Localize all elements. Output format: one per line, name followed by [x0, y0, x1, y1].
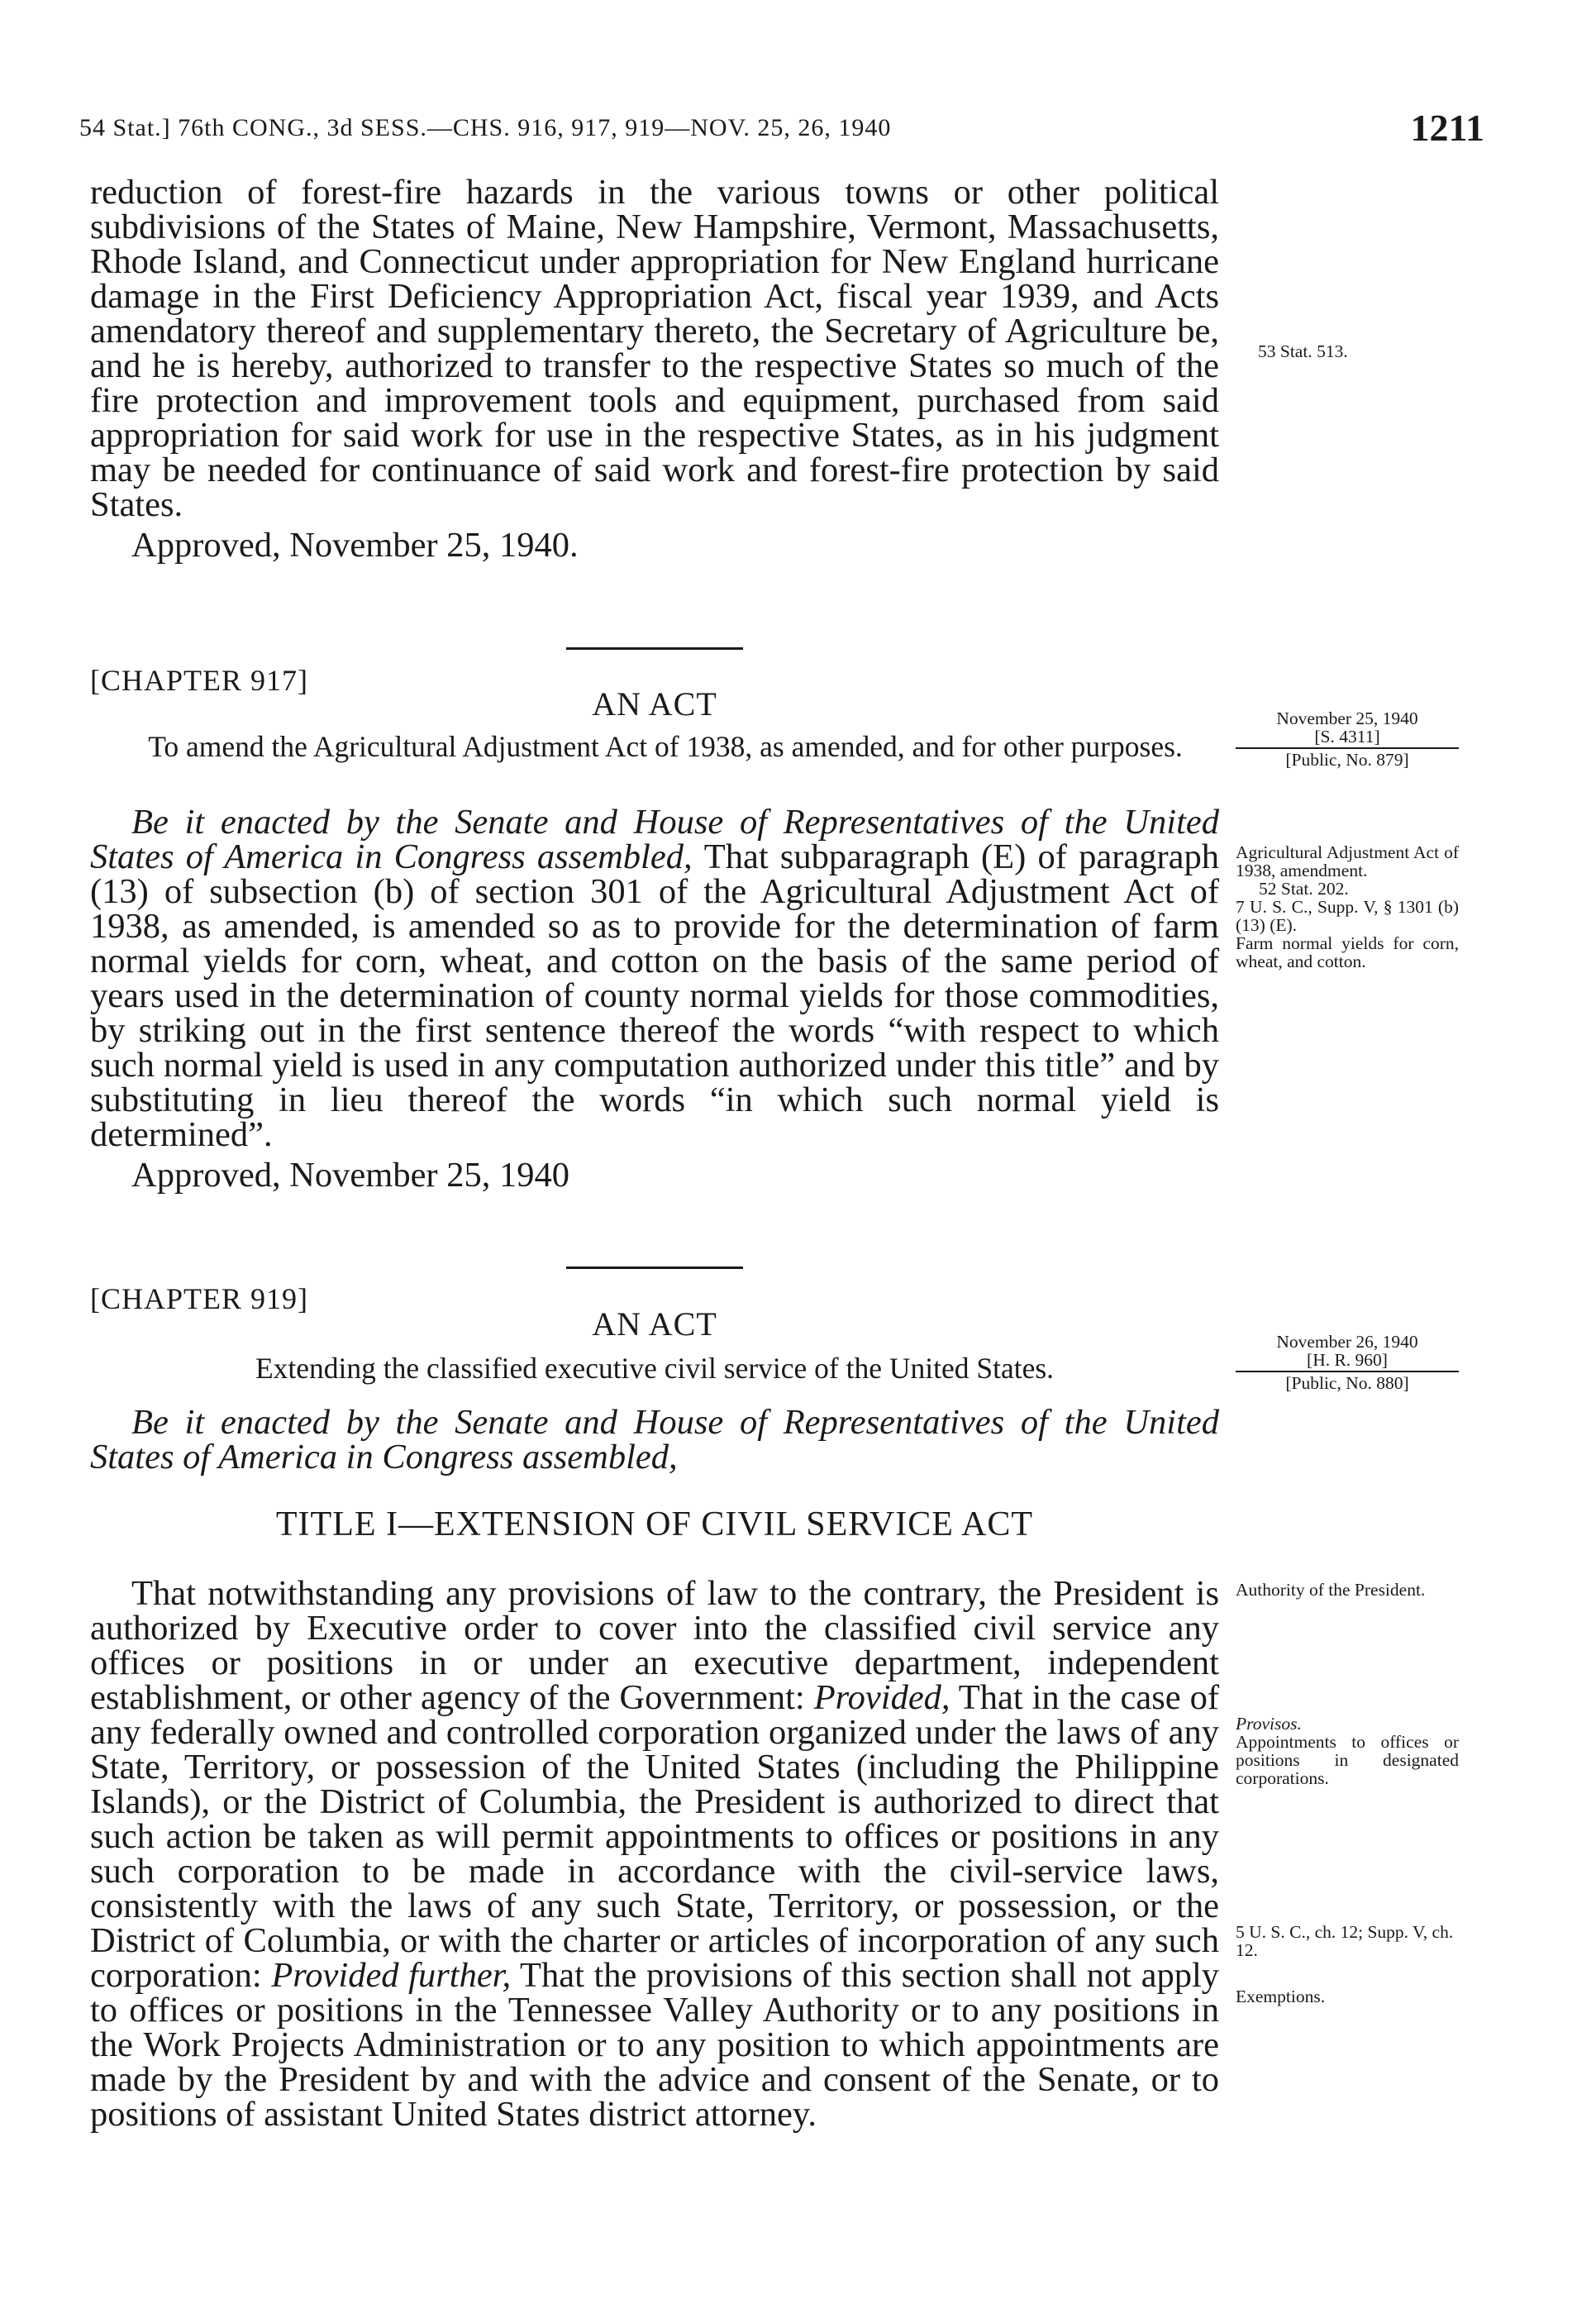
ch917-enacting-clause: Be it enacted by the Senate and House of Representatives of the United States of America in Congress assembled, [90, 803, 1219, 876]
running-head: 54 Stat.] 76th CONG., 3d SESS.—CHS. 916, 917, 919—NOV. 25, 26, 1940 [79, 114, 892, 141]
ch917-bill-info [1236, 709, 1459, 769]
running-header [79, 106, 1484, 147]
ch917-bill: [S. 4311] [1236, 727, 1459, 749]
ch916-approved: Approved, November 25, 1940. [131, 526, 579, 565]
ch919-public-law: [Public, No. 880] [1285, 1373, 1409, 1393]
ch919-body [90, 1574, 1220, 2134]
margin-note-53-stat: 53 Stat. 513. [1258, 341, 1348, 361]
section-divider-2 [566, 1266, 743, 1269]
ch919-body-part3: That the provisions of this section shall not apply to offices or positions in the Tennessee Valley Authority or to any positions in the Work Projects Administration or to any position to which appointments are made by the President by and with the advice and consent of the Senate, or to positions of assistant United States district attorney. [90, 1956, 1220, 2134]
ch919-body-part2: That in the case of any federally owned and controlled corporation organized under the laws of any State, Territory, or possession of the United States (including the Philippine Islands), or the District of Columbia, the President is authorized to direct that such action be taken as will permit appointments to offices or positions in any such corporation to be made in accordance with the civil-service laws, consistently with the laws of any such State, Territory, or possession, or the District of Columbia, or with the charter or articles of incorporation of any such corporation: [90, 1678, 1220, 1995]
ch919-bill: [H. R. 960] [1236, 1351, 1459, 1372]
ch917-margin-notes [1236, 843, 1459, 971]
ch919-provided-further: Provided further, [271, 1956, 512, 1995]
ch917-body: That subparagraph (E) of paragraph (13) of subsection (b) of section 301 of the Agricultural Adjustment Act of 1938, as amended, is amended so as to provide for the determination of farm normal yields for corn, wheat, and cotton on the basis of the same period of years used in the determination of county normal yields for those commodities, by striking out in the first sentence thereof the words “with respect to which such normal yield is used in any computation authorized under this title” and by substituting in lieu thereof the words “in which such normal yield is determined”. [90, 837, 1220, 1154]
ch919-note-exemptions: Exemptions. [1236, 1987, 1326, 2006]
ch919-note-usc: 5 U. S. C., ch. 12; Supp. V, ch. 12. [1236, 1922, 1454, 1960]
ch917-approved: Approved, November 25, 1940 [131, 1156, 569, 1195]
ch917-enacting-paragraph [90, 805, 1219, 1152]
ch917-note-farm-yields: Farm normal yields for corn, wheat, and cotton. [1236, 933, 1459, 971]
ch917-note-amendment: Agricultural Adjustment Act of 1938, amendment. [1236, 842, 1459, 880]
ch917-note-usc: 7 U. S. C., Supp. V, § 1301 (b) (13) (E). [1236, 897, 1459, 935]
ch919-body-part1: That notwithstanding any provisions of law to the contrary, the President is authorized by Executive order to cover into the classified civil service any offices or positions in or under an executive department, independent establishment, or other agency of the Government: [90, 1574, 1219, 1717]
ch919-section-text [90, 1574, 1220, 2134]
chapter-916-continued [90, 175, 1219, 565]
ch919-note-provisos: Provisos. [1236, 1714, 1302, 1734]
ch919-note-provisos-block [1236, 1715, 1459, 1787]
ch917-date: November 25, 1940 [1276, 708, 1418, 728]
ch919-an-act: AN ACT [592, 1305, 717, 1343]
ch919-bill-info [1236, 1333, 1459, 1392]
ch919-note-appointments: Appointments to offices or positions in designated corporations. [1236, 1732, 1459, 1788]
ch917-purpose: To amend the Agricultural Adjustment Act of 1938, as amended, and for other purposes. [148, 730, 1183, 763]
ch919-enacting-clause: Be it enacted by the Senate and House of Representatives of the United States of America in Congress assembled, [90, 1403, 1219, 1476]
ch917-public-law: [Public, No. 879] [1285, 750, 1409, 770]
ch919-purpose: Extending the classified executive civil service of the United States. [255, 1352, 1055, 1385]
section-divider [566, 647, 743, 650]
ch919-provided: Provided, [813, 1678, 950, 1717]
ch919-note-authority: Authority of the President. [1236, 1580, 1426, 1600]
ch919-date: November 26, 1940 [1276, 1332, 1418, 1352]
chapter-917-body [90, 805, 1219, 1195]
title-heading: TITLE I—EXTENSION OF CIVIL SERVICE ACT [275, 1505, 1034, 1543]
chapter-919-label: [CHAPTER 919] [90, 1282, 308, 1315]
ch919-enacting [90, 1405, 1219, 1475]
ch916-text: reduction of forest-fire hazards in the various towns or other political subdivisions of the States of Maine, New Hampshire, Vermont, Massachusetts, Rhode Island, and Connecticut under appropriation for New England hurricane damage in the First Deficiency Appropriation Act, fiscal year 1939, and Acts amendatory thereof and supplementary thereto, the Secretary of Agriculture be, and he is hereby, authorized to transfer to the respective States so much of the fire protection and improvement tools and equipment, purchased from said appropriation for said work for use in the respective States, as in his judgment may be needed for continuance of said work and forest-fire protection by said States. [90, 173, 1219, 524]
page-number: 1211 [1410, 107, 1484, 149]
ch917-note-52-stat: 52 Stat. 202. [1259, 879, 1349, 899]
chapter-917-label: [CHAPTER 917] [90, 664, 308, 697]
ch917-an-act: AN ACT [592, 685, 717, 723]
